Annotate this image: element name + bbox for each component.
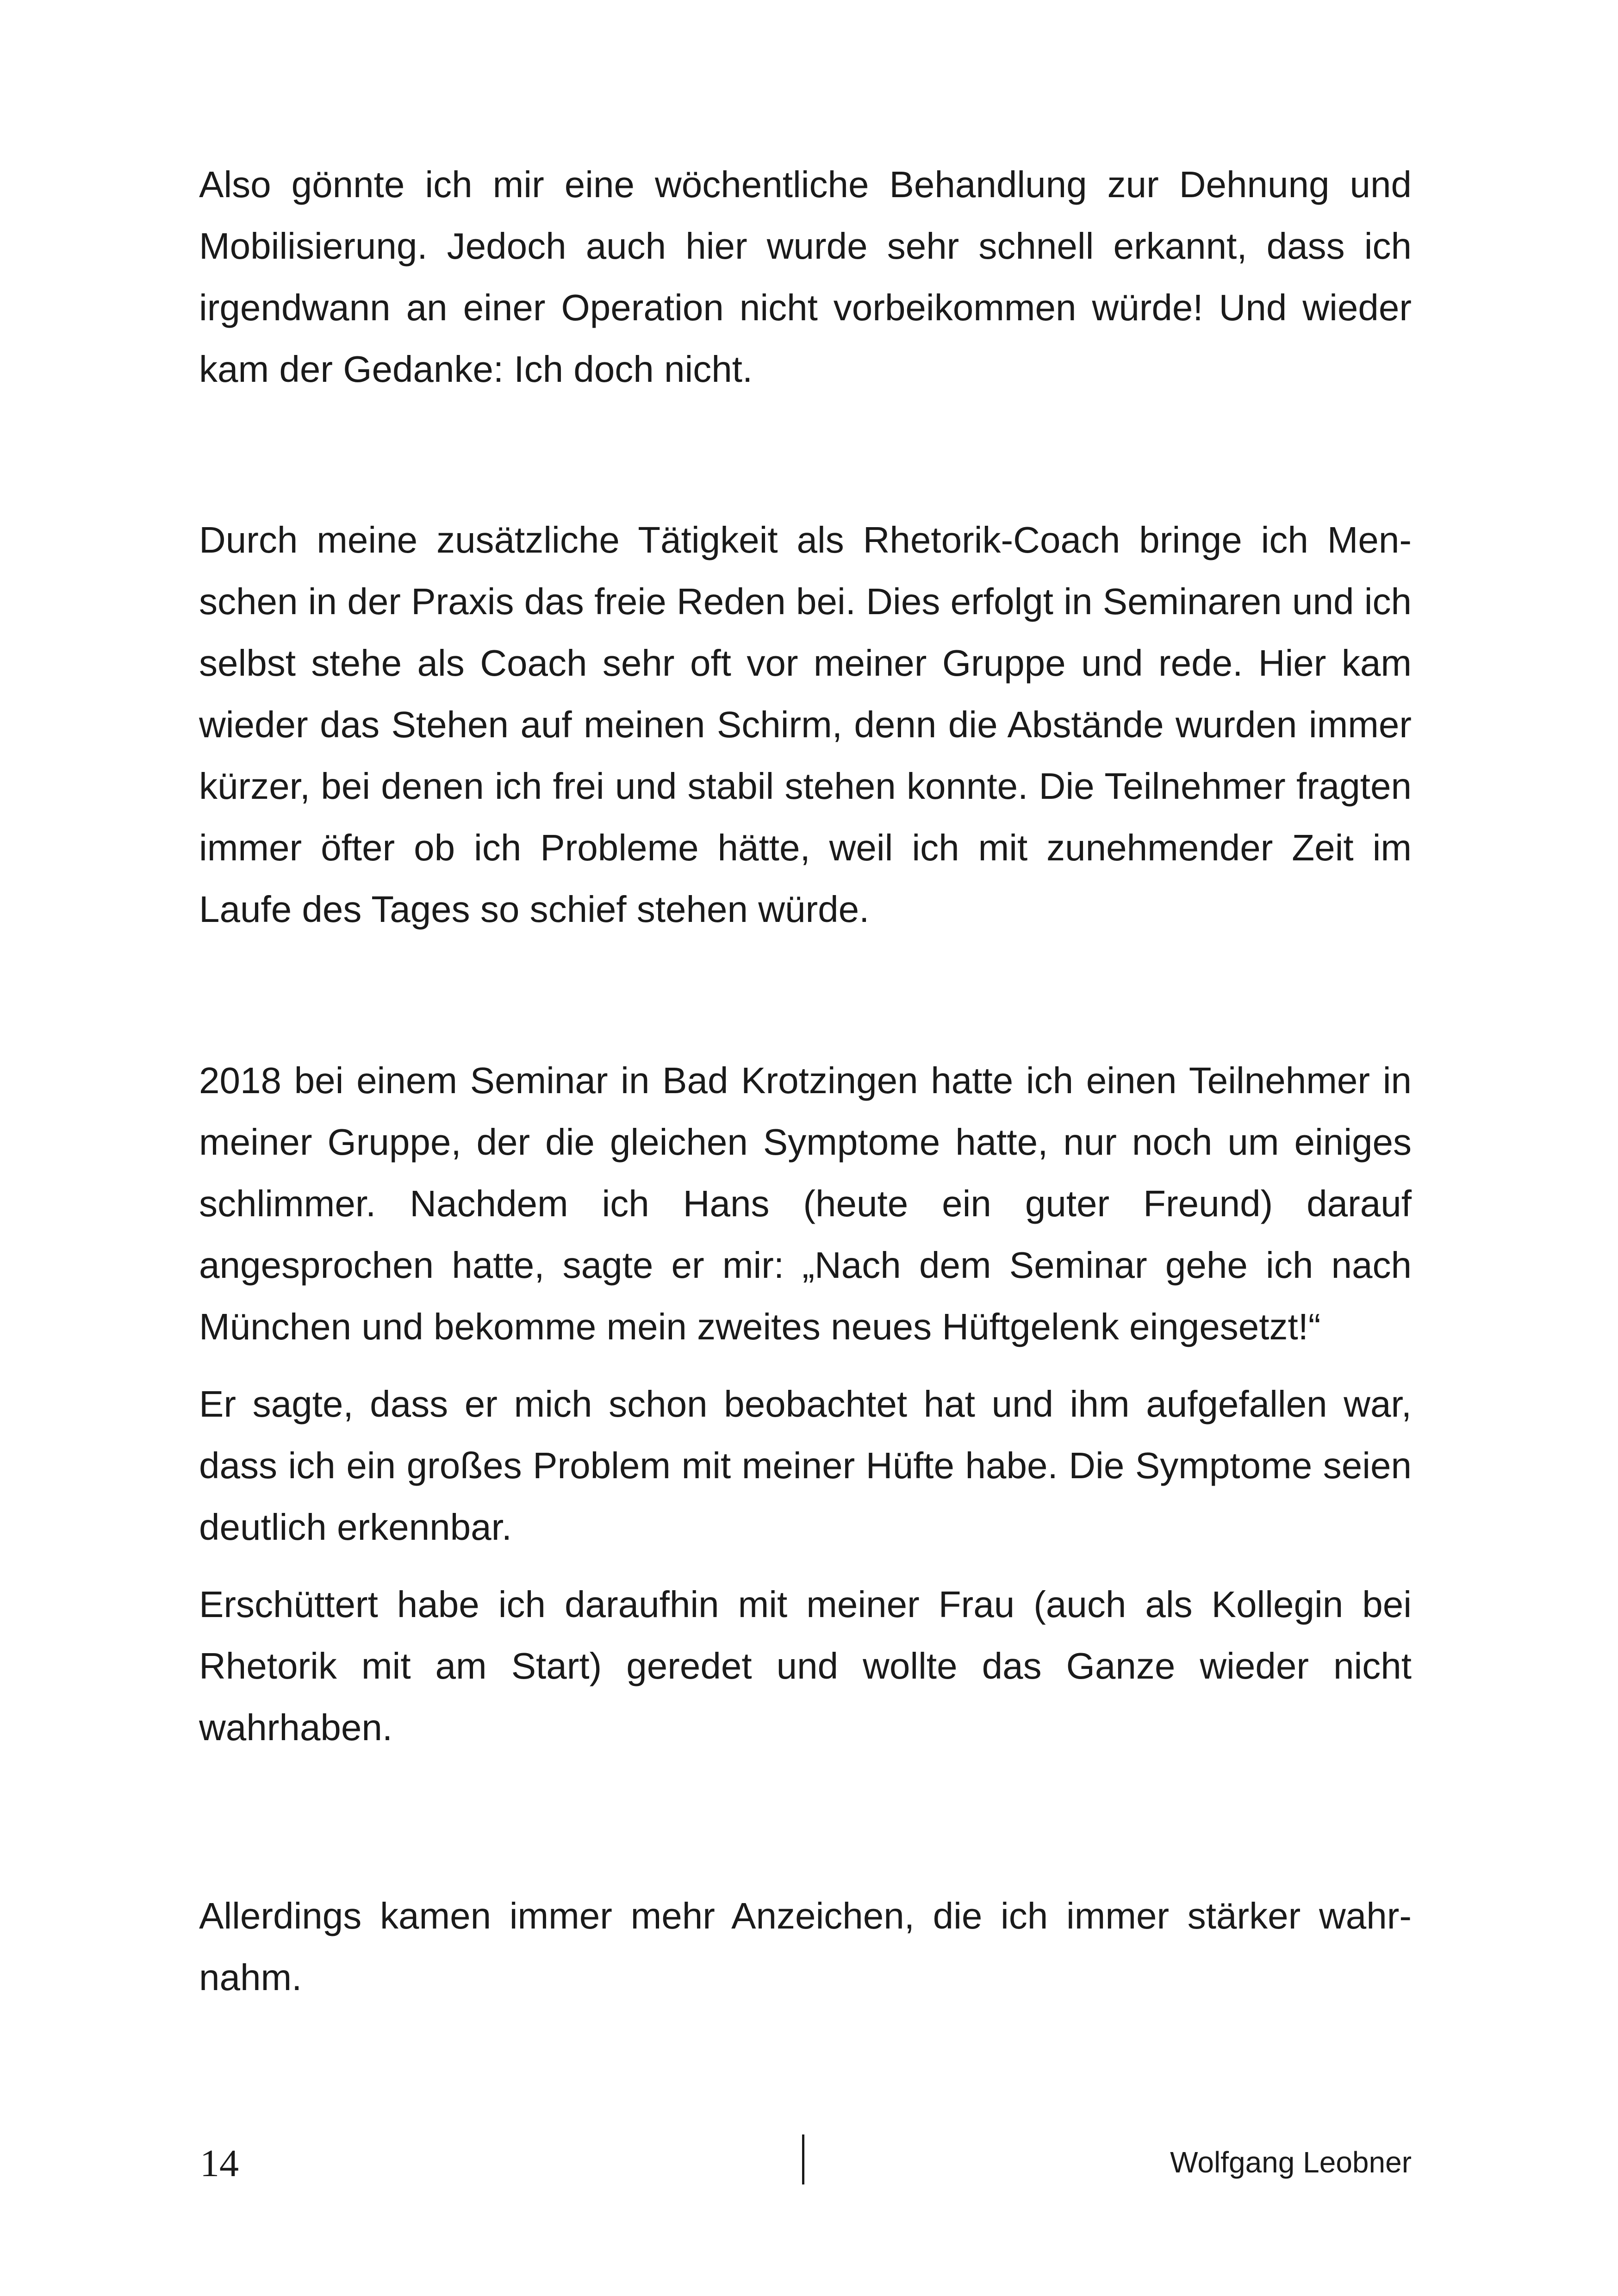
paragraph: Durch meine zusätzliche Tätigkeit als Rhetorik-Coach bringe ich Menschen in der Praxis das freie Reden bei. Dies erfolgt in Seminaren und ich selbst stehe als Coach sehr oft vor meiner Gruppe und rede. Hier kam wieder das Stehen auf meinen Schirm, denn die Abstände wurden immer kürzer, bei denen ich frei und stabil stehen konnte. Die Teilnehmer fragten immer öfter ob ich Probleme hätte, weil ich mit zunehmender Zeit im Laufe des Tages so schief stehen würde.	[199, 519, 1412, 930]
paragraph: Erschüttert habe ich daraufhin mit meiner Frau (auch als Kollegin bei Rhetorik mit am Start) geredet und wollte das Ganze wieder nicht wahrhaben.	[199, 1584, 1412, 1748]
text-section-2	[199, 509, 1412, 940]
text-section-1	[199, 154, 1412, 400]
author-name: Wolfgang Leobner	[1170, 2146, 1412, 2179]
footer-divider	[802, 2134, 804, 2184]
paragraph: Allerdings kamen immer mehr Anzeichen, die ich immer stärker wahrnahm.	[199, 1895, 1412, 1998]
text-section-3	[199, 1050, 1412, 1758]
page-number: 14	[200, 2142, 239, 2185]
paragraph: 2018 bei einem Seminar in Bad Krotzingen hatte ich einen Teilnehmer in meiner Gruppe, der die gleichen Symptome hatte, nur noch um einiges schlimmer. Nachdem ich Hans (heute ein guter Freund) darauf angesprochen hatte, sagte er mir: „Nach dem Seminar gehe ich nach München und bekomme mein zweites neues Hüftgelenk eingesetzt!“	[199, 1060, 1412, 1347]
text-section-4	[199, 1885, 1412, 2008]
paragraph: Er sagte, dass er mich schon beobachtet hat und ihm aufgefallen war, dass ich ein großes Problem mit meiner Hüfte habe. Die Symptome seien deutlich erkennbar.	[199, 1383, 1412, 1548]
paragraph: Also gönnte ich mir eine wöchentliche Behandlung zur Dehnung und Mobilisierung. Jedoch auch hier wurde sehr schnell erkannt, dass ich irgendwann an einer Operation nicht vorbeikommen würde! Und wieder kam der Gedanke: Ich doch nicht.	[199, 164, 1412, 390]
